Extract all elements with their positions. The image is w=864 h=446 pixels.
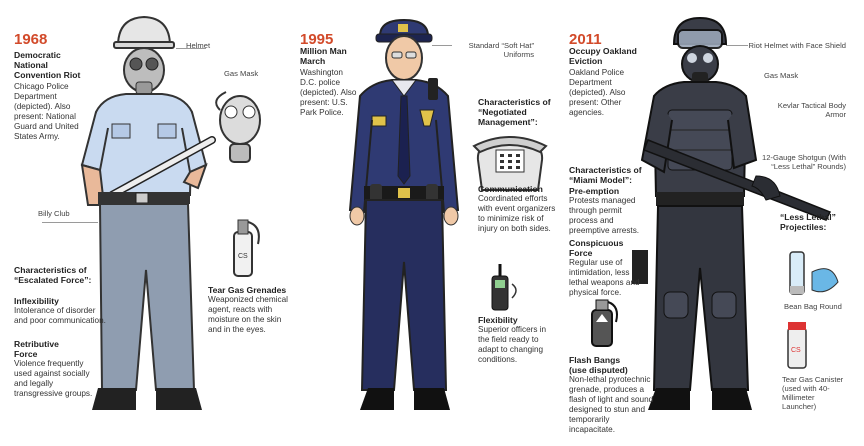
svg-text:CS: CS — [238, 253, 248, 260]
event-title-1995: Million Man March — [300, 46, 347, 66]
year-1968: 1968 — [14, 31, 48, 48]
label-riothelmet-2011: Riot Helmet with Face Shield — [748, 41, 846, 50]
characteristic-desc-1995-2: Superior officers in the field ready to adapt to changing conditions. — [478, 325, 547, 364]
characteristics-heading-1995: Characteristics of “Negotiated Management”: — [478, 97, 551, 127]
flashbang-desc-2011: Non-lethal pyrotechnic grenade, produces a flash of light and sound designed to stun and temporarily incapacitate. — [569, 375, 654, 434]
label-teargas-1968: Tear Gas Grenades — [208, 285, 287, 295]
characteristic-desc-1995-1: Coordinated efforts with event organizers to minimize risk of injury on both sides. — [478, 194, 556, 233]
event-description-1995: Washington D.C. police (depicted). Also present: U.S. Park Police. — [300, 68, 357, 117]
characteristic-desc-1968-2: Violence frequently used against socially and legally transgressive groups. — [14, 359, 93, 398]
characteristic-name-2011-2: Conspicuous Force — [569, 238, 624, 258]
label-gasmask-2011: Gas Mask — [764, 71, 799, 80]
label-flashbang-2011: Flash Bangs (use disputed) — [569, 355, 628, 375]
event-description-1968: Chicago Police Department (depicted). Also present: National Guard and United States Army. — [14, 82, 79, 141]
characteristic-desc-1968-1: Intolerance of disorder and poor communication. — [14, 306, 106, 325]
event-title-1968: Democratic National Convention Riot — [14, 50, 81, 80]
year-2011: 2011 — [569, 31, 602, 48]
label-armor-2011: Kevlar Tactical Body Armor — [777, 101, 846, 119]
label-helmet-1968: Helmet — [186, 41, 211, 50]
characteristic-name-1968-2: Retributive Force — [14, 339, 59, 359]
label-shotgun-2011: 12-Gauge Shotgun (With “Less Lethal” Rounds) — [761, 153, 846, 171]
label-beanbag-2011: Bean Bag Round — [784, 302, 842, 311]
characteristic-desc-2011-1: Protests managed through permit process and preemptive arrests. — [569, 196, 640, 235]
label-gasmask-1968: Gas Mask — [224, 69, 259, 78]
label-softhat-1995: Standard “Soft Hat” Uniforms — [468, 41, 534, 59]
characteristic-name-2011-1: Pre-emption — [569, 186, 620, 196]
label-canister-2011: Tear Gas Canister (used with 40-Millimeter Launcher) — [782, 375, 844, 411]
event-title-2011: Occupy Oakland Eviction — [569, 46, 637, 66]
characteristics-heading-1968: Characteristics of “Escalated Force”: — [14, 265, 92, 285]
svg-text:CS: CS — [791, 347, 801, 354]
teargas-desc-1968: Weaponized chemical agent, reacts with moisture on the skin and in the eyes. — [208, 295, 288, 334]
characteristic-name-1995-2: Flexibility — [478, 315, 518, 325]
characteristics-heading-2011: Characteristics of “Miami Model”: — [569, 165, 642, 185]
label-projectiles-2011: “Less Lethal” Projectiles: — [780, 212, 836, 232]
characteristic-name-1995-1: Communication — [478, 184, 543, 194]
year-1995: 1995 — [300, 31, 334, 48]
characteristic-desc-2011-2: Regular use of intimidation, less lethal weapons and physical force. — [569, 258, 640, 297]
characteristic-name-1968-1: Inflexibility — [14, 296, 59, 306]
event-description-2011: Oakland Police Department (depicted). Also present: Other agencies. — [569, 68, 626, 117]
label-billyclub-1968: Billy Club — [38, 209, 70, 218]
